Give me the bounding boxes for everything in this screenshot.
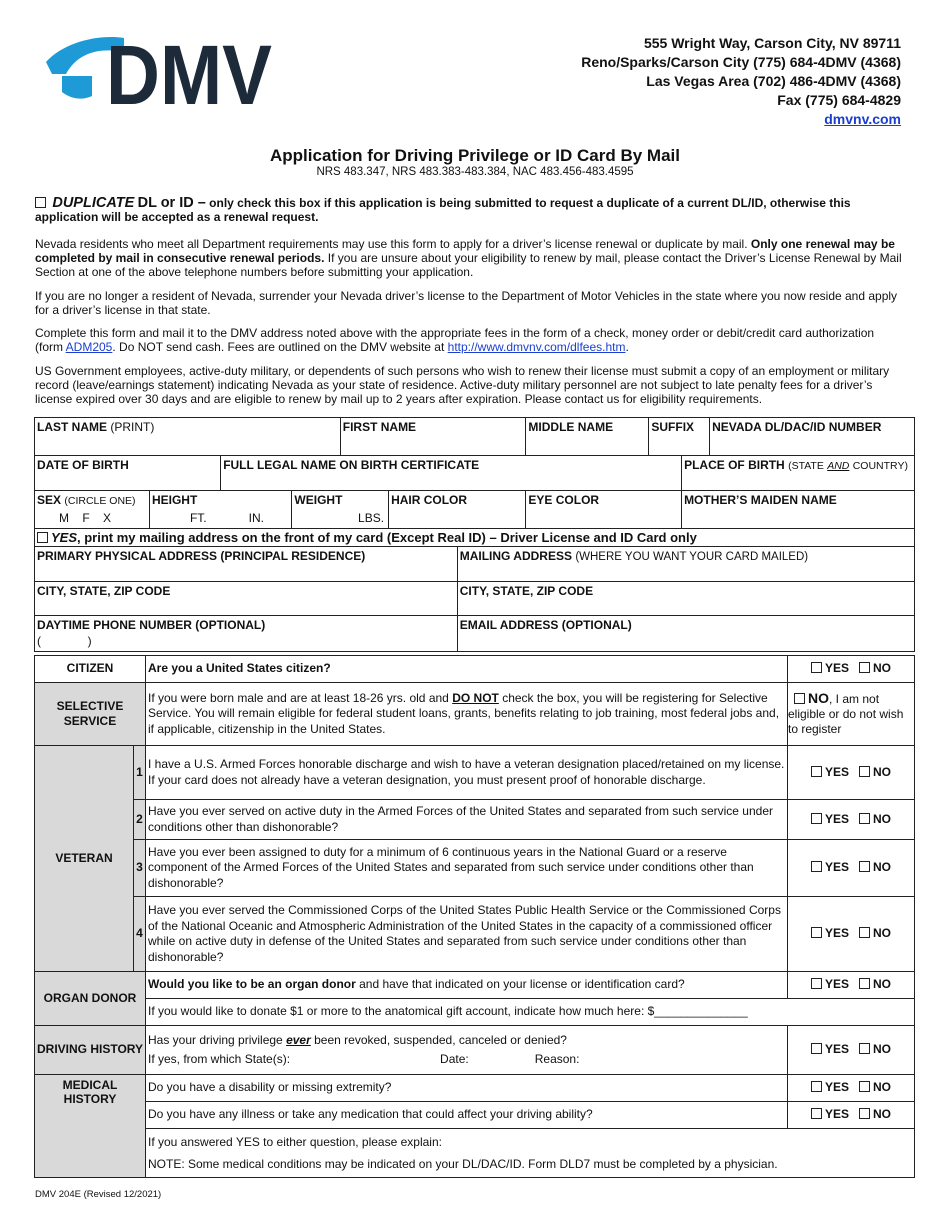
- last-name-field[interactable]: [35, 418, 341, 456]
- dmv-logo-icon: [44, 28, 274, 122]
- dob-field[interactable]: [35, 456, 221, 491]
- first-name-field[interactable]: [340, 418, 526, 456]
- phone-las-vegas: Las Vegas Area (702) 486-4DMV (4368): [646, 73, 901, 89]
- suffix-field[interactable]: [649, 418, 710, 456]
- phone-field[interactable]: [35, 616, 458, 652]
- duplicate-text: only check this box if this application is being submitted to request a duplicate of a current DL/ID, otherwise this application will be accepted as a renewal request.: [35, 196, 851, 224]
- selective-q-a: If you were born male and are at least 18-26 yrs. old and: [148, 690, 449, 705]
- phone-reno: Reno/Sparks/Carson City (775) 684-4DMV (4368): [581, 54, 901, 70]
- medical-explanation-field[interactable]: [146, 1129, 915, 1178]
- weight-field[interactable]: [292, 491, 389, 529]
- medical-q1-no-checkbox[interactable]: [859, 1081, 870, 1092]
- selective-service-question: [146, 683, 788, 746]
- feet-unit: FT.: [189, 511, 207, 525]
- yes-mailing-label: YES: [51, 530, 78, 545]
- primary-city-state-zip-field[interactable]: [35, 582, 458, 616]
- yes-label: YES: [824, 1107, 849, 1122]
- selective-no-label: NO: [808, 690, 829, 706]
- selective-service-label: SELECTIVE SERVICE: [35, 683, 146, 746]
- no-label: NO: [873, 1107, 892, 1122]
- no-label: NO: [873, 977, 892, 992]
- primary-city-label: CITY, STATE, ZIP CODE: [37, 584, 171, 598]
- organ-yes-checkbox[interactable]: [811, 978, 822, 989]
- yes-label: YES: [824, 661, 849, 676]
- eye-color-field[interactable]: [526, 491, 682, 529]
- p1c: If you are unsure about your eligibility to renew by mail, please contact the Driver’s License Renewal by Mail Section at one of the above telephone numbers before submitting your application.: [35, 251, 902, 279]
- website-link[interactable]: dmvnv.com: [824, 111, 901, 127]
- applicant-info-table: [34, 417, 915, 652]
- driving-history-question: [146, 1026, 788, 1075]
- veteran-question-3: Have you ever been assigned to duty for a minimum of 6 continuous years in the National Guard or a reserve component of the Armed Forces of the United States and separated from such service under conditions other than dishonorable?: [146, 840, 788, 897]
- adm205-link[interactable]: ADM205: [65, 340, 113, 354]
- citizen-no-checkbox[interactable]: [859, 662, 870, 673]
- medical-q1-answer: [788, 1075, 915, 1102]
- dob-label: DATE OF BIRTH: [37, 458, 129, 472]
- citizen-yes-checkbox[interactable]: [811, 662, 822, 673]
- height-field[interactable]: [149, 491, 291, 529]
- duplicate-checkbox[interactable]: [35, 197, 46, 208]
- driving-q-b: been revoked, suspended, canceled or denied?: [314, 1033, 567, 1047]
- mailing-address-note: (WHERE YOU WANT YOUR CARD MAILED): [575, 551, 809, 563]
- fax-number: Fax (775) 684-4829: [777, 92, 901, 108]
- hair-color-field[interactable]: [389, 491, 526, 529]
- form-title: Application for Driving Privilege or ID Card By Mail: [270, 146, 680, 165]
- full-legal-name-field[interactable]: [221, 456, 682, 491]
- driving-yes-checkbox[interactable]: [811, 1043, 822, 1054]
- p3b: . Do NOT send cash. Fees are outlined on the DMV website at: [112, 340, 445, 354]
- pob-note: (STATE: [788, 460, 824, 472]
- veteran-label: VETERAN: [35, 746, 134, 972]
- maiden-name-field[interactable]: [682, 491, 915, 529]
- citizen-question: Are you a United States citizen?: [146, 656, 788, 683]
- address-line: 555 Wright Way, Carson City, NV 89711: [643, 35, 901, 51]
- medical-q2-answer: [788, 1102, 915, 1129]
- driving-states-label: If yes, from which State(s):: [148, 1052, 291, 1066]
- p3c: .: [625, 340, 629, 354]
- no-label: NO: [873, 811, 892, 826]
- selective-q-c: check the box, you will be registering for Selective Service. You will remain eligible for federal student loans, grants, benefits relating to job training, most federal jobs and, if applicable, citizenship in the United States.: [148, 690, 780, 736]
- yes-label: YES: [824, 811, 849, 826]
- driving-history-label: DRIVING HISTORY: [35, 1026, 146, 1075]
- selective-q-do-not: DO NOT: [452, 690, 499, 705]
- veteran-q1-number: 1: [134, 746, 146, 800]
- veteran-q2-yes-checkbox[interactable]: [811, 813, 822, 824]
- inches-unit: IN.: [248, 511, 264, 525]
- pob-label: PLACE OF BIRTH: [684, 458, 785, 472]
- veteran-q2-no-checkbox[interactable]: [859, 813, 870, 824]
- veteran-q3-no-checkbox[interactable]: [859, 861, 870, 872]
- middle-name-field[interactable]: [526, 418, 649, 456]
- paragraph-military: US Government employees, active-duty military, or dependents of such persons who wish to renew their license must submit a copy of an employment or military record (leave/earnings statement) indicating Nevada as your state of residence. Active-duty military personnel are not subject to late penalty fees for a driver’s license expired over 30 days and are eligible to renew by mail up to 2 years after expiration. Please contact us for eligibility requirements.: [35, 364, 890, 406]
- paragraph-fees: [35, 326, 903, 354]
- maiden-name-label: MOTHER’S MAIDEN NAME: [684, 493, 837, 507]
- medical-question-2: Do you have any illness or take any medication that could affect your driving ability?: [146, 1102, 788, 1129]
- last-name-note: (PRINT): [110, 420, 155, 434]
- medical-note: NOTE: Some medical conditions may be indicated on your DL/DAC/ID. Form DLD7 must be completed by a physician.: [148, 1157, 778, 1171]
- veteran-question-2: Have you ever served on active duty in the Armed Forces of the United States and separated from such service under conditions other than dishonorable?: [146, 800, 788, 840]
- veteran-q4-yes-checkbox[interactable]: [811, 927, 822, 938]
- primary-address-field[interactable]: [35, 547, 458, 582]
- email-label: EMAIL ADDRESS (OPTIONAL): [459, 618, 632, 632]
- organ-donation-amount[interactable]: If you would like to donate $1 or more to the anatomical gift account, indicate how much here: $______________: [146, 999, 915, 1026]
- veteran-q2-answer: [788, 800, 915, 840]
- sex-options: M F X: [59, 511, 112, 525]
- medical-q2-no-checkbox[interactable]: [859, 1108, 870, 1119]
- sex-field[interactable]: [35, 491, 150, 529]
- mailing-address-option: [35, 529, 915, 547]
- pob-note-country: COUNTRY): [852, 460, 908, 472]
- veteran-q3-answer: [788, 840, 915, 897]
- yes-mailing-text: , print my mailing address on the front of my card (Except Real ID) – Driver License and ID Card only: [77, 530, 697, 545]
- pounds-unit: LBS.: [358, 511, 385, 525]
- no-label: NO: [873, 1042, 892, 1057]
- driving-reason-label: Reason:: [534, 1052, 580, 1066]
- yes-label: YES: [824, 977, 849, 992]
- paragraph-eligibility: [35, 237, 903, 279]
- medical-q1-yes-checkbox[interactable]: [811, 1081, 822, 1092]
- suffix-label: SUFFIX: [651, 420, 695, 434]
- hair-color-label: HAIR COLOR: [391, 493, 468, 507]
- no-label: NO: [873, 661, 892, 676]
- yes-label: YES: [824, 860, 849, 875]
- medical-history-label: MEDICAL HISTORY: [35, 1075, 146, 1178]
- veteran-q1-answer: [788, 746, 915, 800]
- fees-link[interactable]: http://www.dmvnv.com/dlfees.htm: [447, 340, 626, 354]
- organ-q-a: Would you like to be an organ donor: [148, 977, 356, 992]
- paragraph-residency: If you are no longer a resident of Nevada, surrender your Nevada driver’s license to the Department of Motor Vehicles in the state where you now reside and apply for a driver’s license in that state.: [35, 289, 898, 317]
- veteran-q1-no-checkbox[interactable]: [859, 766, 870, 777]
- medical-q2-yes-checkbox[interactable]: [811, 1108, 822, 1119]
- p1b: Only one renewal may be completed by mail in consecutive renewal periods.: [35, 237, 895, 265]
- veteran-q3-yes-checkbox[interactable]: [811, 861, 822, 872]
- organ-donor-label: ORGAN DONOR: [35, 972, 146, 1026]
- driving-q-a: Has your driving privilege: [148, 1033, 283, 1047]
- driving-q-ever: ever: [286, 1033, 311, 1047]
- p1a: Nevada residents who meet all Department requirements may use this form to apply for a driver’s license renewal or duplicate by mail.: [35, 237, 748, 251]
- no-label: NO: [873, 764, 892, 779]
- mailing-address-field[interactable]: [457, 547, 914, 582]
- yes-label: YES: [824, 1042, 849, 1057]
- dmv-address-block: [581, 34, 901, 129]
- dmv-logo: [44, 28, 274, 122]
- email-field[interactable]: [457, 616, 914, 652]
- dl-number-label: NEVADA DL/DAC/ID NUMBER: [712, 420, 882, 434]
- p3a: Complete this form and mail it to the DMV address noted above with the appropriate fees in the form of a check, money order or debit/credit card authorization (form: [35, 326, 875, 354]
- height-label: HEIGHT: [151, 493, 198, 507]
- pob-note-and: AND: [827, 460, 850, 472]
- place-of-birth-field[interactable]: [682, 456, 915, 491]
- veteran-q4-no-checkbox[interactable]: [859, 927, 870, 938]
- selective-service-answer: [788, 683, 915, 746]
- veteran-q1-yes-checkbox[interactable]: [811, 766, 822, 777]
- driving-history-answer: [788, 1026, 915, 1075]
- no-label: NO: [873, 926, 892, 941]
- veteran-q2-number: 2: [134, 800, 146, 840]
- veteran-q4-number: 4: [134, 897, 146, 972]
- no-label: NO: [873, 1080, 892, 1095]
- mailing-city-label: CITY, STATE, ZIP CODE: [459, 584, 594, 598]
- veteran-question-1: I have a U.S. Armed Forces honorable discharge and wish to have a veteran designation placed/retained on my license. If your card does not already have a veteran designation, you must present proof of honorable discharge.: [146, 746, 788, 800]
- veteran-q3-number: 3: [134, 840, 146, 897]
- full-legal-name-label: FULL LEGAL NAME ON BIRTH CERTIFICATE: [223, 458, 480, 472]
- veteran-question-4: Have you ever served the Commissioned Corps of the United States Public Health Service or the Commissioned Corps of the National Oceanic and Atmospheric Administration of the United States in the capacity of a commissioned officer while on active duty in defense of the United States and separated from such service under conditions other than dishonorable?: [146, 897, 788, 972]
- citizen-label: CITIZEN: [35, 656, 146, 683]
- mailing-address-label: MAILING ADDRESS: [459, 549, 572, 563]
- sex-note: (CIRCLE ONE): [64, 495, 136, 507]
- driving-date-label: Date:: [440, 1052, 469, 1066]
- yes-label: YES: [824, 1080, 849, 1095]
- sex-label: SEX: [37, 493, 62, 507]
- weight-label: WEIGHT: [294, 493, 343, 507]
- selective-no-checkbox[interactable]: [794, 693, 805, 704]
- yes-mailing-checkbox[interactable]: [37, 532, 48, 543]
- phone-label: DAYTIME PHONE NUMBER (OPTIONAL): [37, 618, 266, 632]
- duplicate-label: DUPLICATE: [52, 195, 135, 211]
- first-name-label: FIRST NAME: [342, 420, 417, 434]
- no-label: NO: [873, 860, 892, 875]
- dl-number-field[interactable]: [710, 418, 915, 456]
- organ-donor-answer: [788, 972, 915, 999]
- veteran-q4-answer: [788, 897, 915, 972]
- form-statutes: NRS 483.347, NRS 483.383-483.384, NAC 483.456-483.4595: [316, 166, 634, 178]
- driving-no-checkbox[interactable]: [859, 1043, 870, 1054]
- questions-table: [34, 655, 915, 1178]
- citizen-answer: [788, 656, 915, 683]
- mailing-city-state-zip-field[interactable]: [457, 582, 914, 616]
- middle-name-label: MIDDLE NAME: [528, 420, 614, 434]
- medical-explain-label: If you answered YES to either question, please explain:: [148, 1135, 442, 1149]
- organ-no-checkbox[interactable]: [859, 978, 870, 989]
- phone-area-code: ( ): [37, 634, 92, 648]
- form-number: DMV 204E (Revised 12/2021): [35, 1189, 162, 1200]
- yes-label: YES: [824, 926, 849, 941]
- logo-text: DMV: [106, 28, 272, 122]
- duplicate-section: [35, 196, 903, 224]
- yes-label: YES: [824, 764, 849, 779]
- organ-q-b: and have that indicated on your license or identification card?: [359, 977, 685, 992]
- organ-donor-question: [146, 972, 788, 999]
- selective-no-note: , I am not eligible or do not wish to register: [788, 692, 904, 736]
- eye-color-label: EYE COLOR: [528, 493, 600, 507]
- duplicate-label-2: DL or ID –: [137, 195, 206, 211]
- primary-address-label: PRIMARY PHYSICAL ADDRESS (PRINCIPAL RESIDENCE): [37, 549, 366, 563]
- medical-question-1: Do you have a disability or missing extremity?: [146, 1075, 788, 1102]
- last-name-label: LAST NAME: [37, 420, 107, 434]
